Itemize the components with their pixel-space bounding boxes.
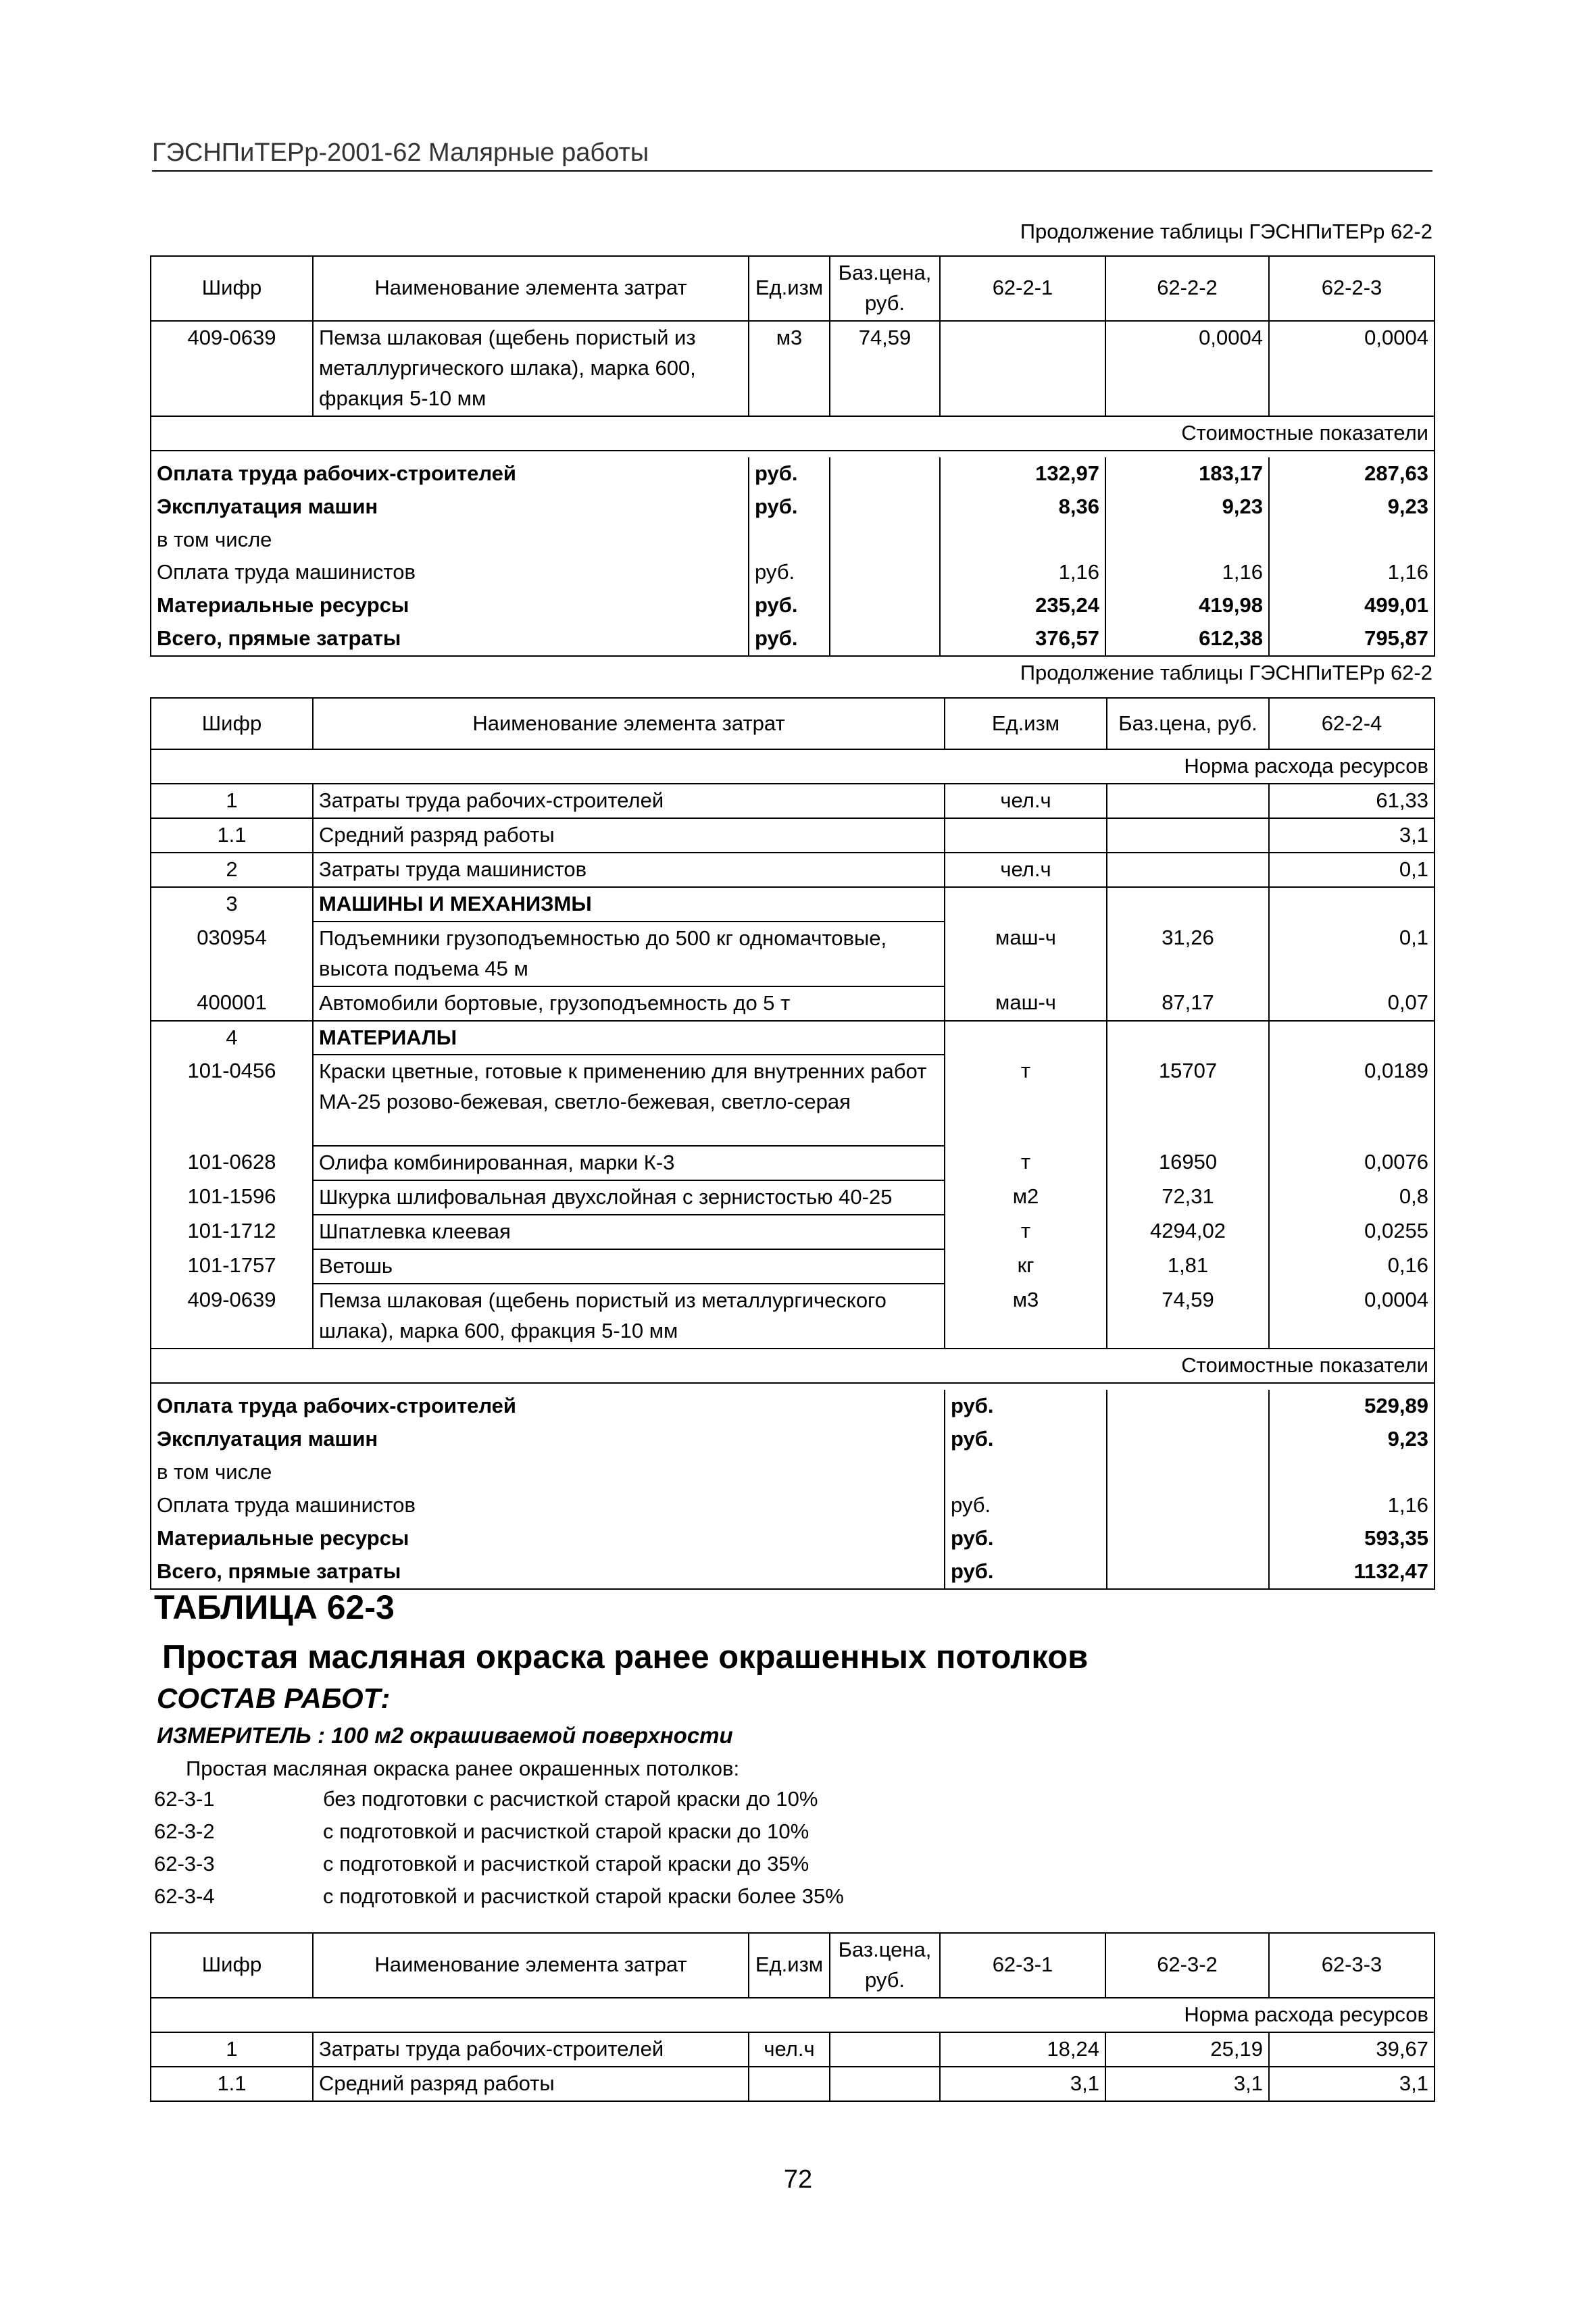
row-price: 1,81 xyxy=(1107,1249,1269,1284)
row-price: 15707 xyxy=(1107,1055,1269,1146)
th-code: Шифр xyxy=(151,256,313,321)
cost-name: в том числе xyxy=(151,524,749,557)
table1-caption: Продолжение таблицы ГЭСНПиТЕРр 62-2 xyxy=(1020,220,1432,243)
cost-value: 1132,47 xyxy=(1269,1555,1435,1589)
row-unit: т xyxy=(945,1215,1107,1249)
work-item-text: с подготовкой и расчисткой старой краски более 35% xyxy=(323,1884,844,1908)
cost-unit: руб. xyxy=(945,1390,1107,1423)
cost-unit: руб. xyxy=(749,622,830,656)
table2 xyxy=(150,697,1435,1590)
row-unit: т xyxy=(945,1146,1107,1180)
cost-value: 1,16 xyxy=(1269,1489,1435,1522)
row-code: 1 xyxy=(151,2032,313,2067)
cost-unit: руб. xyxy=(945,1423,1107,1456)
row-code: 4 xyxy=(151,1021,313,1055)
row-price: 87,17 xyxy=(1107,986,1269,1021)
row-value: 0,16 xyxy=(1269,1249,1435,1284)
th-unit: Ед.изм xyxy=(945,698,1107,749)
cell-unit: м3 xyxy=(749,321,830,416)
th-col3: 62-3-3 xyxy=(1269,1933,1435,1998)
row-code: 2 xyxy=(151,853,313,887)
row-code: 409-0639 xyxy=(151,1284,313,1349)
row-unit: м2 xyxy=(945,1180,1107,1215)
row-unit: чел.ч xyxy=(945,853,1107,887)
row-unit: чел.ч xyxy=(945,784,1107,818)
work-item xyxy=(154,1787,844,1819)
cost-v2: 9,23 xyxy=(1105,491,1269,524)
cost-v3: 1,16 xyxy=(1269,556,1435,589)
row-code: 101-1757 xyxy=(151,1249,313,1284)
row-value: 0,0076 xyxy=(1269,1146,1435,1180)
cell-v1 xyxy=(940,321,1105,416)
row-price xyxy=(1107,818,1269,853)
cost-value: 9,23 xyxy=(1269,1423,1435,1456)
row-value: 0,1 xyxy=(1269,853,1435,887)
row-name: Краски цветные, готовые к применению для внутренних работ МА-25 розово-бежевая, светло-бежевая, светло-серая xyxy=(313,1055,945,1146)
row-name: МАТЕРИАЛЫ xyxy=(313,1021,945,1055)
section-label: Стоимостные показатели xyxy=(151,1349,1435,1383)
cell-v2: 0,0004 xyxy=(1105,321,1269,416)
row-unit xyxy=(749,2067,830,2101)
row-unit: кг xyxy=(945,1249,1107,1284)
row-name: Средний разряд работы xyxy=(313,818,945,853)
cost-name: Оплата труда машинистов xyxy=(151,556,749,589)
row-unit: чел.ч xyxy=(749,2032,830,2067)
work-item xyxy=(154,1884,844,1917)
cost-unit: руб. xyxy=(749,556,830,589)
work-item-text: с подготовкой и расчисткой старой краски до 35% xyxy=(323,1852,809,1876)
cost-v3: 795,87 xyxy=(1269,622,1435,656)
measure-unit: ИЗМЕРИТЕЛЬ : 100 м2 окрашиваемой поверхности xyxy=(157,1723,733,1748)
row-value: 0,0004 xyxy=(1269,1284,1435,1349)
th-name: Наименование элемента затрат xyxy=(313,1933,749,1998)
row-v2: 25,19 xyxy=(1105,2032,1269,2067)
cell-price: 74,59 xyxy=(830,321,940,416)
cost-unit: руб. xyxy=(945,1489,1107,1522)
table-subtitle: Простая масляная окраска ранее окрашенных потолков xyxy=(162,1639,1089,1676)
work-item-code: 62-3-3 xyxy=(154,1852,215,1876)
row-name: Олифа комбинированная, марки К-3 xyxy=(313,1146,945,1180)
row-v3: 3,1 xyxy=(1269,2067,1435,2101)
row-code: 030954 xyxy=(151,922,313,986)
th-name: Наименование элемента затрат xyxy=(313,698,945,749)
cost-v2: 1,16 xyxy=(1105,556,1269,589)
work-item-code: 62-3-2 xyxy=(154,1819,215,1843)
th-price: Баз.цена, руб. xyxy=(830,256,940,321)
row-value: 0,0255 xyxy=(1269,1215,1435,1249)
cell-code: 409-0639 xyxy=(151,321,313,416)
row-name: Затраты труда машинистов xyxy=(313,853,945,887)
cost-v3: 9,23 xyxy=(1269,491,1435,524)
work-description: Простая масляная окраска ранее окрашенных потолков: xyxy=(186,1757,740,1780)
cost-name: в том числе xyxy=(151,1456,945,1489)
row-code: 1.1 xyxy=(151,818,313,853)
th-col2: 62-3-2 xyxy=(1105,1933,1269,1998)
row-code: 101-0628 xyxy=(151,1146,313,1180)
work-item-code: 62-3-1 xyxy=(154,1787,215,1811)
th-unit: Ед.изм xyxy=(749,1933,830,1998)
row-price: 74,59 xyxy=(1107,1284,1269,1349)
cost-name: Всего, прямые затраты xyxy=(151,1555,945,1589)
work-item-text: с подготовкой и расчисткой старой краски до 10% xyxy=(323,1819,809,1843)
cost-name: Материальные ресурсы xyxy=(151,589,749,622)
row-v1: 18,24 xyxy=(940,2032,1105,2067)
row-name: Пемза шлаковая (щебень пористый из металлургического шлака), марка 600, фракция 5-10 мм xyxy=(313,1284,945,1349)
row-unit: маш-ч xyxy=(945,986,1107,1021)
row-name: Затраты труда рабочих-строителей xyxy=(313,784,945,818)
row-code: 101-0456 xyxy=(151,1055,313,1146)
row-value: 0,0189 xyxy=(1269,1055,1435,1146)
row-price xyxy=(830,2067,940,2101)
row-price: 16950 xyxy=(1107,1146,1269,1180)
row-price: 31,26 xyxy=(1107,922,1269,986)
cost-name: Эксплуатация машин xyxy=(151,491,749,524)
th-col1: 62-2-1 xyxy=(940,256,1105,321)
row-unit: т xyxy=(945,1055,1107,1146)
cost-v1: 132,97 xyxy=(940,457,1105,491)
th-price: Баз.цена, руб. xyxy=(1107,698,1269,749)
cost-name: Оплата труда машинистов xyxy=(151,1489,945,1522)
row-name: Средний разряд работы xyxy=(313,2067,749,2101)
cost-unit: руб. xyxy=(749,589,830,622)
row-name: Шпатлевка клеевая xyxy=(313,1215,945,1249)
cost-unit: руб. xyxy=(749,457,830,491)
cost-v2: 419,98 xyxy=(1105,589,1269,622)
row-code: 1 xyxy=(151,784,313,818)
table1 xyxy=(150,255,1435,657)
page-header: ГЭСНПиТЕРр-2001-62 Малярные работы xyxy=(152,139,1432,172)
th-col1: 62-2-4 xyxy=(1269,698,1435,749)
cost-name: Эксплуатация машин xyxy=(151,1423,945,1456)
row-value: 3,1 xyxy=(1269,818,1435,853)
row-unit: м3 xyxy=(945,1284,1107,1349)
work-item xyxy=(154,1852,844,1884)
cost-unit: руб. xyxy=(749,491,830,524)
cost-v1: 1,16 xyxy=(940,556,1105,589)
row-price xyxy=(1107,784,1269,818)
row-price xyxy=(830,2032,940,2067)
row-code: 101-1712 xyxy=(151,1215,313,1249)
th-price: Баз.цена, руб. xyxy=(830,1933,940,1998)
cell-v3: 0,0004 xyxy=(1269,321,1435,416)
th-col3: 62-2-3 xyxy=(1269,256,1435,321)
work-item-text: без подготовки с расчисткой старой краски до 10% xyxy=(323,1787,818,1811)
th-unit: Ед.изм xyxy=(749,256,830,321)
row-v3: 39,67 xyxy=(1269,2032,1435,2067)
cost-value: 529,89 xyxy=(1269,1390,1435,1423)
cost-v3: 287,63 xyxy=(1269,457,1435,491)
cost-v1: 235,24 xyxy=(940,589,1105,622)
th-name: Наименование элемента затрат xyxy=(313,256,749,321)
cost-unit: руб. xyxy=(945,1522,1107,1555)
table2-caption: Продолжение таблицы ГЭСНПиТЕРр 62-2 xyxy=(1020,661,1432,684)
row-v2: 3,1 xyxy=(1105,2067,1269,2101)
row-name: МАШИНЫ И МЕХАНИЗМЫ xyxy=(313,887,945,922)
table-title: ТАБЛИЦА 62-3 xyxy=(154,1588,395,1626)
row-unit: маш-ч xyxy=(945,922,1107,986)
cost-name: Оплата труда рабочих-строителей xyxy=(151,457,749,491)
th-code: Шифр xyxy=(151,698,313,749)
page-number: 72 xyxy=(783,2165,813,2194)
section-label: Норма расхода ресурсов xyxy=(151,749,1435,784)
cost-v2: 183,17 xyxy=(1105,457,1269,491)
row-code: 101-1596 xyxy=(151,1180,313,1215)
row-code: 3 xyxy=(151,887,313,922)
row-value: 0,8 xyxy=(1269,1180,1435,1215)
cost-v2: 612,38 xyxy=(1105,622,1269,656)
row-v1: 3,1 xyxy=(940,2067,1105,2101)
row-name: Подъемники грузоподъемностью до 500 кг одномачтовые, высота подъема 45 м xyxy=(313,922,945,986)
row-price: 72,31 xyxy=(1107,1180,1269,1215)
cost-name: Оплата труда рабочих-строителей xyxy=(151,1390,945,1423)
row-name: Шкурка шлифовальная двухслойная с зернистостью 40-25 xyxy=(313,1180,945,1215)
row-price: 4294,02 xyxy=(1107,1215,1269,1249)
row-code: 400001 xyxy=(151,986,313,1021)
row-unit xyxy=(945,818,1107,853)
work-composition-label: СОСТАВ РАБОТ: xyxy=(157,1682,391,1714)
section-label: Норма расхода ресурсов xyxy=(151,1998,1435,2032)
work-items xyxy=(154,1787,844,1917)
row-value: 0,07 xyxy=(1269,986,1435,1021)
cost-v3: 499,01 xyxy=(1269,589,1435,622)
section-label: Стоимостные показатели xyxy=(151,416,1435,451)
row-name: Ветошь xyxy=(313,1249,945,1284)
row-code: 1.1 xyxy=(151,2067,313,2101)
cost-v1: 376,57 xyxy=(940,622,1105,656)
table3 xyxy=(150,1932,1435,2102)
cost-name: Всего, прямые затраты xyxy=(151,622,749,656)
row-value: 61,33 xyxy=(1269,784,1435,818)
work-item xyxy=(154,1819,844,1852)
th-code: Шифр xyxy=(151,1933,313,1998)
cost-name: Материальные ресурсы xyxy=(151,1522,945,1555)
row-value: 0,1 xyxy=(1269,922,1435,986)
th-col2: 62-2-2 xyxy=(1105,256,1269,321)
cost-unit: руб. xyxy=(945,1555,1107,1589)
cell-name: Пемза шлаковая (щебень пористый из металлургического шлака), марка 600, фракция 5-10 мм xyxy=(313,321,749,416)
work-item-code: 62-3-4 xyxy=(154,1884,215,1908)
cost-v1: 8,36 xyxy=(940,491,1105,524)
row-name: Затраты труда рабочих-строителей xyxy=(313,2032,749,2067)
row-name: Автомобили бортовые, грузоподъемность до 5 т xyxy=(313,986,945,1021)
cost-value: 593,35 xyxy=(1269,1522,1435,1555)
row-price xyxy=(1107,853,1269,887)
th-col1: 62-3-1 xyxy=(940,1933,1105,1998)
